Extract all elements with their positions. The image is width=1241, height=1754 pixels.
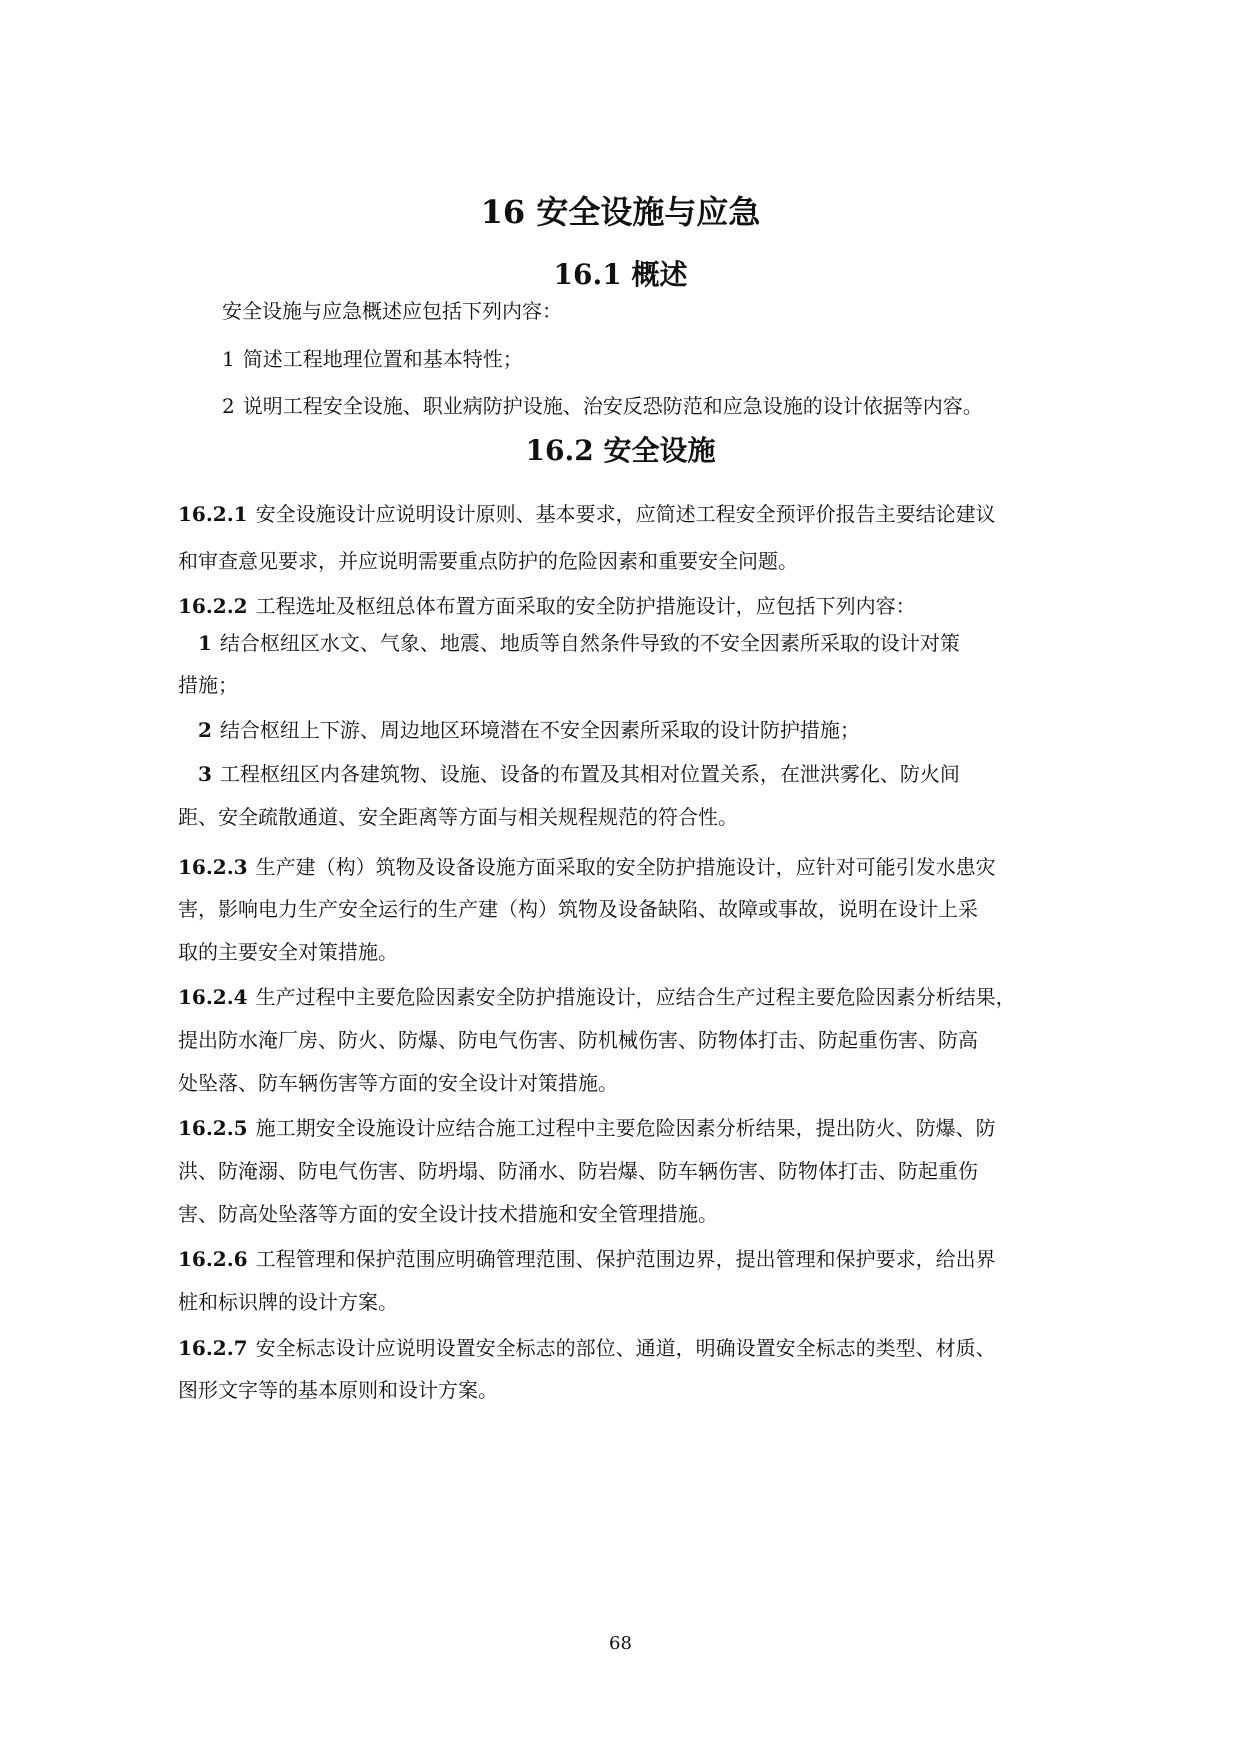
clause-text: 生产过程中主要危险因素安全防护措施设计，应结合生产过程主要危险因素分析结果，	[255, 985, 1016, 1009]
clause-number: 16.2.4	[178, 985, 248, 1009]
section-intro: 安全设施与应急概述应包括下列内容：	[222, 299, 562, 323]
section-title-16-1: 16.1 概述	[553, 258, 688, 291]
clause-16-2-5-line-3: 害、防高处坠落等方面的安全设计技术措施和安全管理措施。	[178, 1202, 718, 1226]
item-text: 说明工程安全设施、职业病防护设施、治安反恐防范和应急设施的设计依据等内容。	[242, 394, 983, 418]
clause-16-2-3-line-2: 害，影响电力生产安全运行的生产建（构）筑物及设备缺陷、故障或事故，说明在设计上采	[178, 897, 978, 921]
clause-16-2-7-line-2: 图形文字等的基本原则和设计方案。	[178, 1378, 498, 1402]
clause-16-2-4-line-1	[178, 987, 1068, 1007]
clause-text: 安全设施设计应说明设计原则、基本要求，应简述工程安全预评价报告主要结论建议	[255, 502, 996, 526]
clause-16-2-5-line-1	[178, 1118, 1068, 1138]
clause-16-2-4-line-2: 提出防水淹厂房、防火、防爆、防电气伤害、防机械伤害、防物体打击、防起重伤害、防高	[178, 1028, 978, 1052]
clause-16-2-1-line-2: 和审查意见要求，并应说明需要重点防护的危险因素和重要安全问题。	[178, 549, 798, 573]
clause-16-2-6-line-2: 桩和标识牌的设计方案。	[178, 1290, 398, 1314]
clause-text: 安全标志设计应说明设置安全标志的部位、通道，明确设置安全标志的类型、材质、	[255, 1336, 996, 1360]
item-text: 结合枢纽区水文、气象、地震、地质等自然条件导致的不安全因素所采取的设计对策	[219, 631, 960, 655]
item-number: 3	[198, 762, 212, 786]
clause-number: 16.2.5	[178, 1116, 248, 1140]
overview-item-1	[222, 349, 1112, 369]
clause-16-2-1-line-1	[178, 504, 1068, 524]
clause-text: 施工期安全设施设计应结合施工过程中主要危险因素分析结果，提出防火、防爆、防	[255, 1116, 996, 1140]
item-number: 2	[198, 718, 212, 742]
clause-16-2-2-item-3-line-1	[198, 764, 1088, 784]
clause-16-2-6-line-1	[178, 1249, 1068, 1269]
clause-16-2-2-item-1-line-2: 措施；	[178, 673, 238, 697]
section-title-16-2: 16.2 安全设施	[525, 434, 716, 467]
clause-text: 工程选址及枢纽总体布置方面采取的安全防护措施设计，应包括下列内容：	[255, 594, 916, 618]
item-text: 结合枢纽上下游、周边地区环境潜在不安全因素所采取的设计防护措施；	[219, 718, 860, 742]
item-number: 1	[198, 631, 212, 655]
clause-text: 工程管理和保护范围应明确管理范围、保护范围边界，提出管理和保护要求，给出界	[255, 1247, 996, 1271]
overview-item-2	[222, 396, 1112, 416]
item-text: 工程枢纽区内各建筑物、设施、设备的布置及其相对位置关系，在泄洪雾化、防火间	[219, 762, 960, 786]
clause-16-2-3-line-3: 取的主要安全对策措施。	[178, 940, 398, 964]
item-number: 1	[222, 347, 235, 371]
clause-number: 16.2.3	[178, 855, 248, 879]
clause-16-2-7-line-1	[178, 1338, 1068, 1358]
item-text: 简述工程地理位置和基本特性；	[242, 347, 523, 371]
item-number: 2	[222, 394, 235, 418]
clause-number: 16.2.2	[178, 594, 248, 618]
clause-16-2-3-line-1	[178, 857, 1068, 877]
clause-number: 16.2.1	[178, 502, 248, 526]
clause-16-2-5-line-2: 洪、防淹溺、防电气伤害、防坍塌、防涌水、防岩爆、防车辆伤害、防物体打击、防起重伤	[178, 1159, 978, 1183]
clause-16-2-2-item-2	[198, 720, 1088, 740]
clause-number: 16.2.7	[178, 1336, 248, 1360]
clause-16-2-2-item-3-line-2: 距、安全疏散通道、安全距离等方面与相关规程规范的符合性。	[178, 805, 738, 829]
clause-text: 生产建（构）筑物及设备设施方面采取的安全防护措施设计，应针对可能引发水患灾	[255, 855, 996, 879]
clause-number: 16.2.6	[178, 1247, 248, 1271]
clause-16-2-4-line-3: 处坠落、防车辆伤害等方面的安全设计对策措施。	[178, 1071, 618, 1095]
page-number: 68	[609, 1633, 632, 1654]
clause-16-2-2-line-1	[178, 596, 1068, 616]
chapter-title: 16 安全设施与应急	[480, 193, 761, 231]
clause-16-2-2-item-1-line-1	[198, 633, 1088, 653]
